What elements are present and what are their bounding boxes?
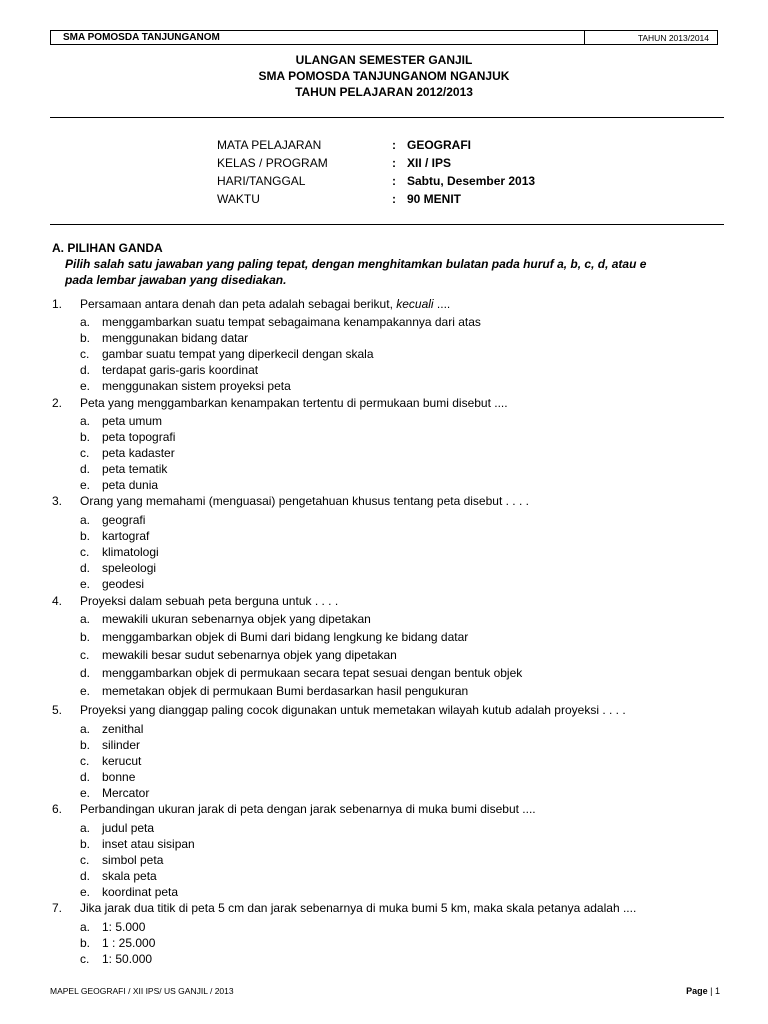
option-letter: e. [80,478,91,492]
option-text: bonne [102,770,136,784]
option-letter: a. [80,513,91,527]
option-letter: a. [80,920,91,934]
question-number: 3. [52,494,63,508]
option-letter: c. [80,853,90,867]
option-letter: b. [80,430,91,444]
info-colon: : [392,156,396,170]
option-text: zenithal [102,722,144,736]
option-text: peta umum [102,414,163,428]
question-text-tail: .... [433,297,451,311]
instruction-line-1: Pilih salah satu jawaban yang paling tepat, dengan menghitamkan bulatan pada huruf a, b, c, d, atau e [65,257,647,271]
option-text: geodesi [102,577,145,591]
option-letter: b. [80,529,91,543]
school-name: SMA POMOSDA TANJUNGANOM [63,32,220,43]
question-number: 6. [52,802,63,816]
question-number: 4. [52,594,63,608]
option-text: peta tematik [102,462,168,476]
option-text: speleologi [102,561,157,575]
option-letter: d. [80,869,91,883]
option-text: 1: 50.000 [102,952,153,966]
question-text: Jika jarak dua titik di peta 5 cm dan jarak sebenarnya di muka bumi 5 km, maka skala petanya adalah .... [80,901,637,915]
option-letter: e. [80,684,91,698]
option-text: memetakan objek di permukaan Bumi berdasarkan hasil pengukuran [102,684,469,698]
option-text: simbol peta [102,853,164,867]
option-text: menggunakan sistem proyeksi peta [102,379,291,393]
option-text: mewakili besar sudut sebenarnya objek yang dipetakan [102,648,397,662]
option-text: klimatologi [102,545,159,559]
option-letter: b. [80,936,91,950]
option-letter: d. [80,561,91,575]
question-text-main: Persamaan antara denah dan peta adalah sebagai berikut, [80,297,397,311]
info-value: GEOGRAFI [407,138,472,152]
header-box [50,30,718,45]
info-divider [50,224,724,225]
option-text: kartograf [102,529,150,543]
option-text: inset atau sisipan [102,837,195,851]
question-text: Proyeksi yang dianggap paling cocok digunakan untuk memetakan wilayah kutub adalah proyeksi . . . . [80,703,626,717]
option-letter: c. [80,952,90,966]
question-text: Perbandingan ukuran jarak di peta dengan jarak sebenarnya di muka bumi disebut .... [80,802,536,816]
option-letter: b. [80,738,91,752]
info-colon: : [392,138,396,152]
info-value: XII / IPS [407,156,452,170]
section-heading: A. PILIHAN GANDA [52,241,163,255]
option-text: peta topografi [102,430,176,444]
option-letter: c. [80,347,90,361]
option-letter: c. [80,754,90,768]
option-letter: d. [80,770,91,784]
year-title: TAHUN PELAJARAN 2012/2013 [295,85,473,99]
option-text: gambar suatu tempat yang diperkecil dengan skala [102,347,374,361]
option-letter: b. [80,837,91,851]
option-text: kerucut [102,754,142,768]
option-letter: e. [80,577,91,591]
instruction-line-2: pada lembar jawaban yang disediakan. [65,273,287,287]
top-divider [50,117,724,118]
info-value: Sabtu, Desember 2013 [407,174,536,188]
school-title: SMA POMOSDA TANJUNGANOM NGANJUK [258,69,510,83]
option-letter: a. [80,722,91,736]
option-text: mewakili ukuran sebenarnya objek yang dipetakan [102,612,371,626]
option-letter: a. [80,315,91,329]
option-letter: c. [80,545,90,559]
question-number: 5. [52,703,63,717]
option-text: menggambarkan objek di Bumi dari bidang lengkung ke bidang datar [102,630,469,644]
option-text: 1: 5.000 [102,920,146,934]
header-divider [584,31,585,44]
option-text: peta dunia [102,478,159,492]
info-label: KELAS / PROGRAM [217,156,328,170]
option-text: menggunakan bidang datar [102,331,249,345]
option-text: skala peta [102,869,157,883]
option-letter: d. [80,363,91,377]
question-number: 7. [52,901,63,915]
option-letter: d. [80,462,91,476]
option-text: silinder [102,738,141,752]
option-letter: a. [80,821,91,835]
question-text [80,296,450,312]
option-text: menggambarkan objek di permukaan secara tepat sesuai dengan bentuk objek [102,666,523,680]
option-letter: c. [80,648,90,662]
page-separator: | [707,986,715,996]
option-text: 1 : 25.000 [102,936,156,950]
info-colon: : [392,174,396,188]
exam-title: ULANGAN SEMESTER GANJIL [295,53,473,67]
question-number: 2. [52,396,63,410]
page-label: Page [686,986,708,996]
option-letter: b. [80,630,91,644]
option-letter: a. [80,414,91,428]
info-colon: : [392,192,396,206]
option-letter: e. [80,885,91,899]
option-text: terdapat garis-garis koordinat [102,363,259,377]
option-text: menggambarkan suatu tempat sebagaimana kenampakannya dari atas [102,315,481,329]
info-label: MATA PELAJARAN [217,138,322,152]
info-label: WAKTU [217,192,260,206]
question-text: Proyeksi dalam sebuah peta berguna untuk . . . . [80,594,339,608]
footer-course-info: MAPEL GEOGRAFI / XII IPS/ US GANJIL / 2013 [50,986,234,996]
option-letter: e. [80,786,91,800]
option-text: geografi [102,513,146,527]
question-text: Peta yang menggambarkan kenampakan tertentu di permukaan bumi disebut .... [80,396,508,410]
academic-year: TAHUN 2013/2014 [637,33,709,43]
option-letter: d. [80,666,91,680]
question-emphasis: kecuali [396,297,434,311]
option-letter: e. [80,379,91,393]
page-number: 1 [714,986,720,996]
page-indicator [686,985,720,997]
info-value: 90 MENIT [407,192,462,206]
option-text: peta kadaster [102,446,175,460]
info-label: HARI/TANGGAL [217,174,306,188]
option-letter: a. [80,612,91,626]
option-text: judul peta [102,821,155,835]
option-letter: b. [80,331,91,345]
question-number: 1. [52,297,63,311]
option-letter: c. [80,446,90,460]
question-text: Orang yang memahami (menguasai) pengetahuan khusus tentang peta disebut . . . . [80,494,529,508]
option-text: Mercator [102,786,150,800]
option-text: koordinat peta [102,885,179,899]
